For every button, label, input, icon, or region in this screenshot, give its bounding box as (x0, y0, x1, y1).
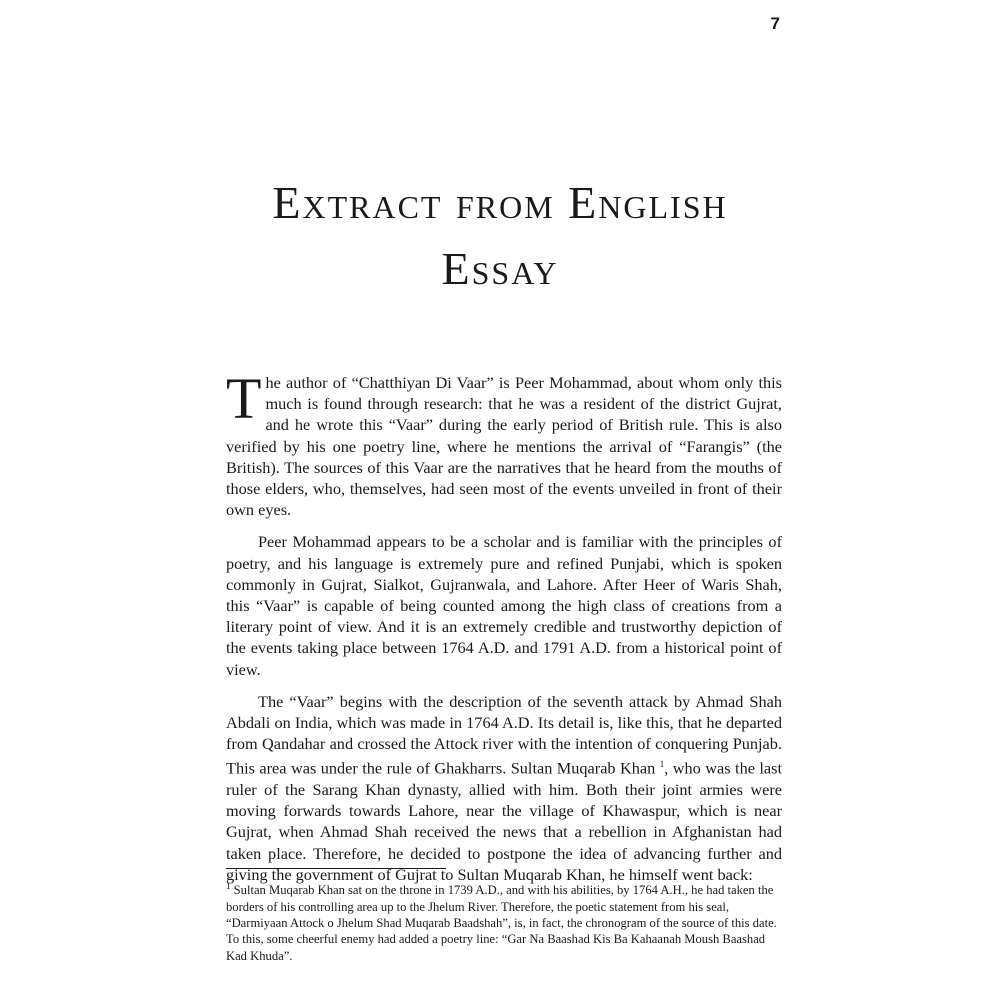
paragraph-3 (226, 691, 782, 885)
body-text (226, 366, 782, 896)
paragraph-1 (226, 366, 782, 520)
footnote-text: Sultan Muqarab Khan sat on the throne in 1739 A.D., and with his abilities, by 1764 A.H., he had taken the borders of his controlling area up to the Jhelum River. Therefore, the poetic statement from his seal, “Darmiyaan Attock o Jhelum Shad Muqarab Baadshah”, is, in fact, the chronogram of the source of this date. To this, some cheerful enemy had added a poetry line: “Gar Na Baashad Kis Ba Kahaanah Moush Baashad Kad Khuda”. (226, 883, 777, 963)
footnote (226, 878, 782, 964)
chapter-title-line-2: Essay (441, 243, 559, 294)
footnote-divider (226, 868, 446, 869)
chapter-title-line-1: Extract from English (272, 177, 728, 228)
paragraph-3-text-b: , who was the last ruler of the Sarang Khan dynasty, allied with him. Both their joint armies were moving forwards towards Lahore, near the village of Khawaspur, which is near Gujrat, when Ahmad Shah received the news that a rebellion in Afghanistan had taken place. Therefore, he decided to postpone the idea of advancing further and giving the government of Gujrat to Sultan Muqarab Khan, he himself went back: (226, 758, 782, 884)
footnote-reference: 1 (659, 759, 665, 770)
page-number: 7 (770, 14, 780, 33)
paragraph-1-text: he author of “Chatthiyan Di Vaar” is Peer Mohammad, about whom only this much is found through research: that he was a resident of the district Gujrat, and he wrote this “Vaar” during the early period of British rule. This is also verified by his one poetry line, where he mentions the arrival of “Farangis” (the British). The sources of this Vaar are the narratives that he heard from the mouths of those elders, who, themselves, had seen most of the events unveiled in front of their own eyes. (226, 373, 782, 520)
footnote-marker: 1 (226, 881, 231, 891)
drop-cap: T (226, 366, 262, 431)
chapter-title (0, 170, 1000, 302)
paragraph-3-text-a: The “Vaar” begins with the description of the seventh attack by Ahmad Shah Abdali on India, which was made in 1764 A.D. Its detail is, like this, that he departed from Qandahar and crossed the Attock river with the intention of conquering Punjab. This area was under the rule of Ghakharrs. Sultan Muqarab Khan (226, 691, 782, 778)
paragraph-2: Peer Mohammad appears to be a scholar and is familiar with the principles of poetry, and his language is extremely pure and refined Punjabi, which is spoken commonly in Gujrat, Sialkot, Gujranwala, and Lahore. After Heer of Waris Shah, this “Vaar” is capable of being counted among the high class of creations from a literary point of view. And it is an extremely credible and trustworthy depiction of the events taking place between 1764 A.D. and 1791 A.D. from a historical point of view. (226, 532, 782, 679)
